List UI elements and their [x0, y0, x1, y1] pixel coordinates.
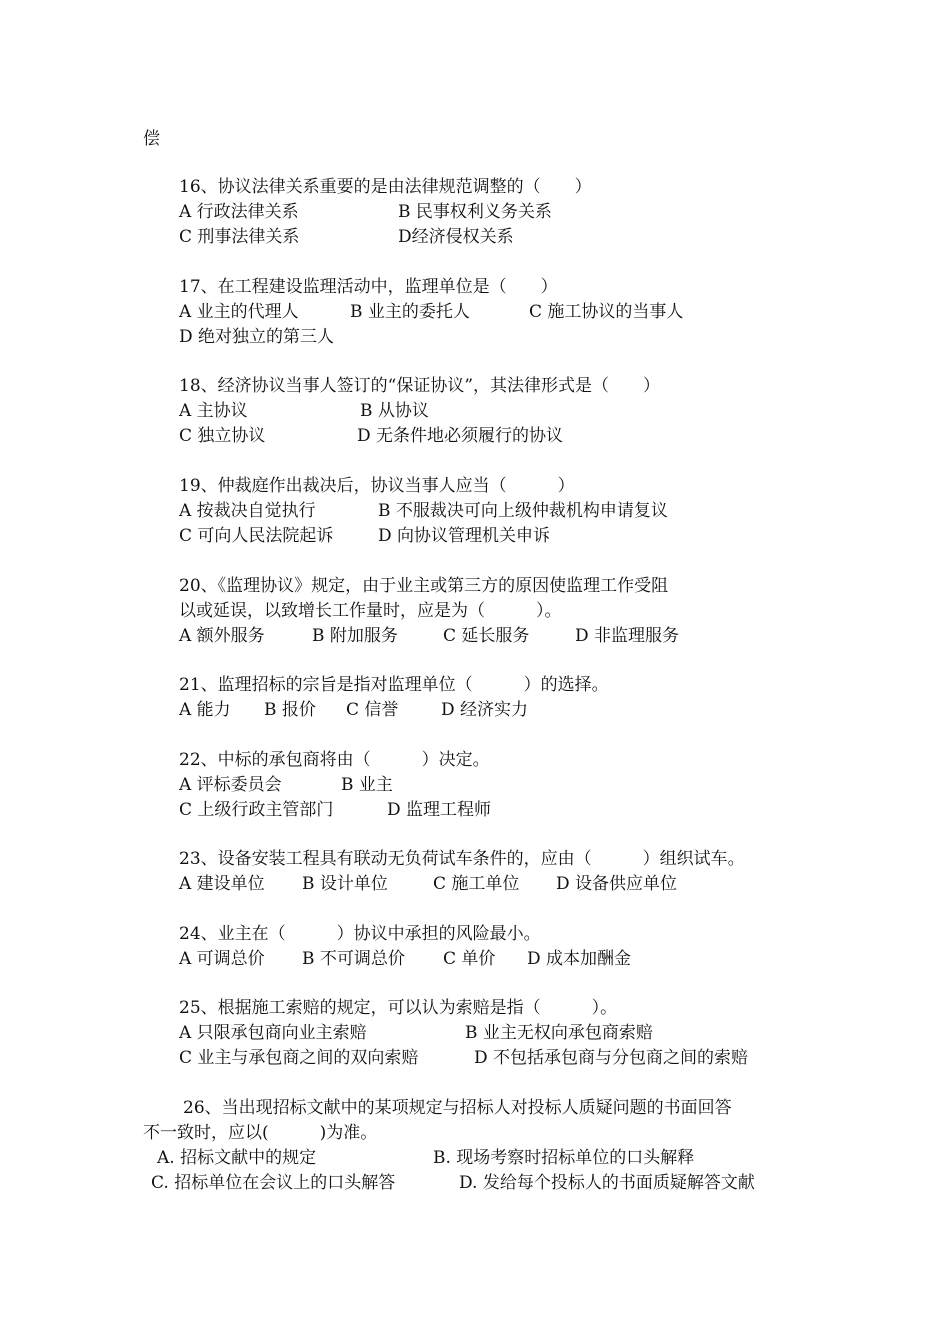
question-19-option-a: A 按裁决自觉执行 [179, 501, 316, 521]
question-18-option-c: C 独立协议 [179, 426, 266, 446]
question-21-option-d: D 经济实力 [441, 700, 529, 720]
question-16-option-b: B 民事权利义务关系 [398, 202, 552, 222]
question-26-stem-line-2: 不一致时，应以( )为准。 [143, 1123, 378, 1143]
question-16-option-a: A 行政法律关系 [179, 202, 299, 222]
question-23-stem: 23、设备安装工程具有联动无负荷试车条件的，应由（ ）组织试车。 [179, 849, 745, 869]
question-18-option-a: A 主协议 [179, 401, 248, 421]
question-26-option-a: A. 招标文献中的规定 [157, 1148, 317, 1168]
question-24-option-d: D 成本加酬金 [527, 949, 632, 969]
question-18-option-b: B 从协议 [360, 401, 429, 421]
question-20-option-a: A 额外服务 [179, 626, 265, 646]
question-20-option-d: D 非监理服务 [575, 626, 680, 646]
question-20-option-b: B 附加服务 [312, 626, 398, 646]
question-21-option-a: A 能力 [179, 700, 231, 720]
question-16-option-c: C 刑事法律关系 [179, 227, 300, 247]
question-25-option-a: A 只限承包商向业主索赔 [179, 1023, 367, 1043]
question-19-option-c: C 可向人民法院起诉 [179, 526, 334, 546]
question-24-option-c: C 单价 [443, 949, 496, 969]
question-19-stem: 19、仲裁庭作出裁决后，协议当事人应当（ ） [179, 476, 575, 496]
question-18-option-d: D 无条件地必须履行的协议 [357, 426, 564, 446]
question-21-option-b: B 报价 [264, 700, 316, 720]
question-22-stem: 22、中标的承包商将由（ ）决定。 [179, 750, 490, 770]
question-23-option-a: A 建设单位 [179, 874, 265, 894]
question-20-stem-line-1: 20、《监理协议》规定，由于业主或第三方的原因使监理工作受阻 [179, 576, 669, 596]
question-16-option-d: D经济侵权关系 [398, 227, 514, 247]
question-25-option-b: B 业主无权向承包商索赔 [465, 1023, 653, 1043]
question-25-option-c: C 业主与承包商之间的双向索赔 [179, 1048, 419, 1068]
question-19-option-b: B 不服裁决可向上级仲裁机构申请复议 [378, 501, 668, 521]
question-23-option-c: C 施工单位 [433, 874, 520, 894]
question-23-option-b: B 设计单位 [302, 874, 388, 894]
continued-fragment: 偿 [143, 129, 160, 149]
question-22-option-d: D 监理工程师 [387, 800, 492, 820]
question-21-stem: 21、监理招标的宗旨是指对监理单位（ ）的选择。 [179, 675, 609, 695]
question-22-option-c: C 上级行政主管部门 [179, 800, 334, 820]
question-20-stem-line-2: 以或延误，以致增长工作量时，应是为（ ）。 [179, 601, 562, 621]
question-23-option-d: D 设备供应单位 [556, 874, 678, 894]
question-26-option-d: D. 发给每个投标人的书面质疑解答文献 [459, 1173, 755, 1193]
question-26-option-c: C. 招标单位在会议上的口头解答 [151, 1173, 396, 1193]
question-26-stem-line-1: 26、当出现招标文献中的某项规定与招标人对投标人质疑问题的书面回答 [183, 1098, 732, 1118]
question-17-option-b: B 业主的委托人 [350, 302, 470, 322]
question-22-option-a: A 评标委员会 [179, 775, 282, 795]
question-24-option-b: B 不可调总价 [302, 949, 405, 969]
question-20-option-c: C 延长服务 [443, 626, 530, 646]
question-17-option-d: D 绝对独立的第三人 [179, 327, 335, 347]
question-24-option-a: A 可调总价 [179, 949, 265, 969]
question-16-stem: 16、协议法律关系重要的是由法律规范调整的（ ） [179, 177, 592, 197]
question-22-option-b: B 业主 [341, 775, 393, 795]
question-18-stem: 18、经济协议当事人签订的“保证协议”，其法律形式是（ ） [179, 376, 661, 396]
question-17-option-c: C 施工协议的当事人 [529, 302, 684, 322]
question-17-stem: 17、在工程建设监理活动中，监理单位是（ ） [179, 277, 558, 297]
question-17-option-a: A 业主的代理人 [179, 302, 299, 322]
question-25-option-d: D 不包括承包商与分包商之间的索赔 [474, 1048, 749, 1068]
question-26-option-b: B. 现场考察时招标单位的口头解释 [433, 1148, 695, 1168]
question-21-option-c: C 信誉 [346, 700, 399, 720]
question-19-option-d: D 向协议管理机关申诉 [378, 526, 551, 546]
question-25-stem: 25、根据施工索赔的规定，可以认为索赔是指（ ）。 [179, 998, 618, 1018]
question-24-stem: 24、业主在（ ）协议中承担的风险最小。 [179, 924, 541, 944]
